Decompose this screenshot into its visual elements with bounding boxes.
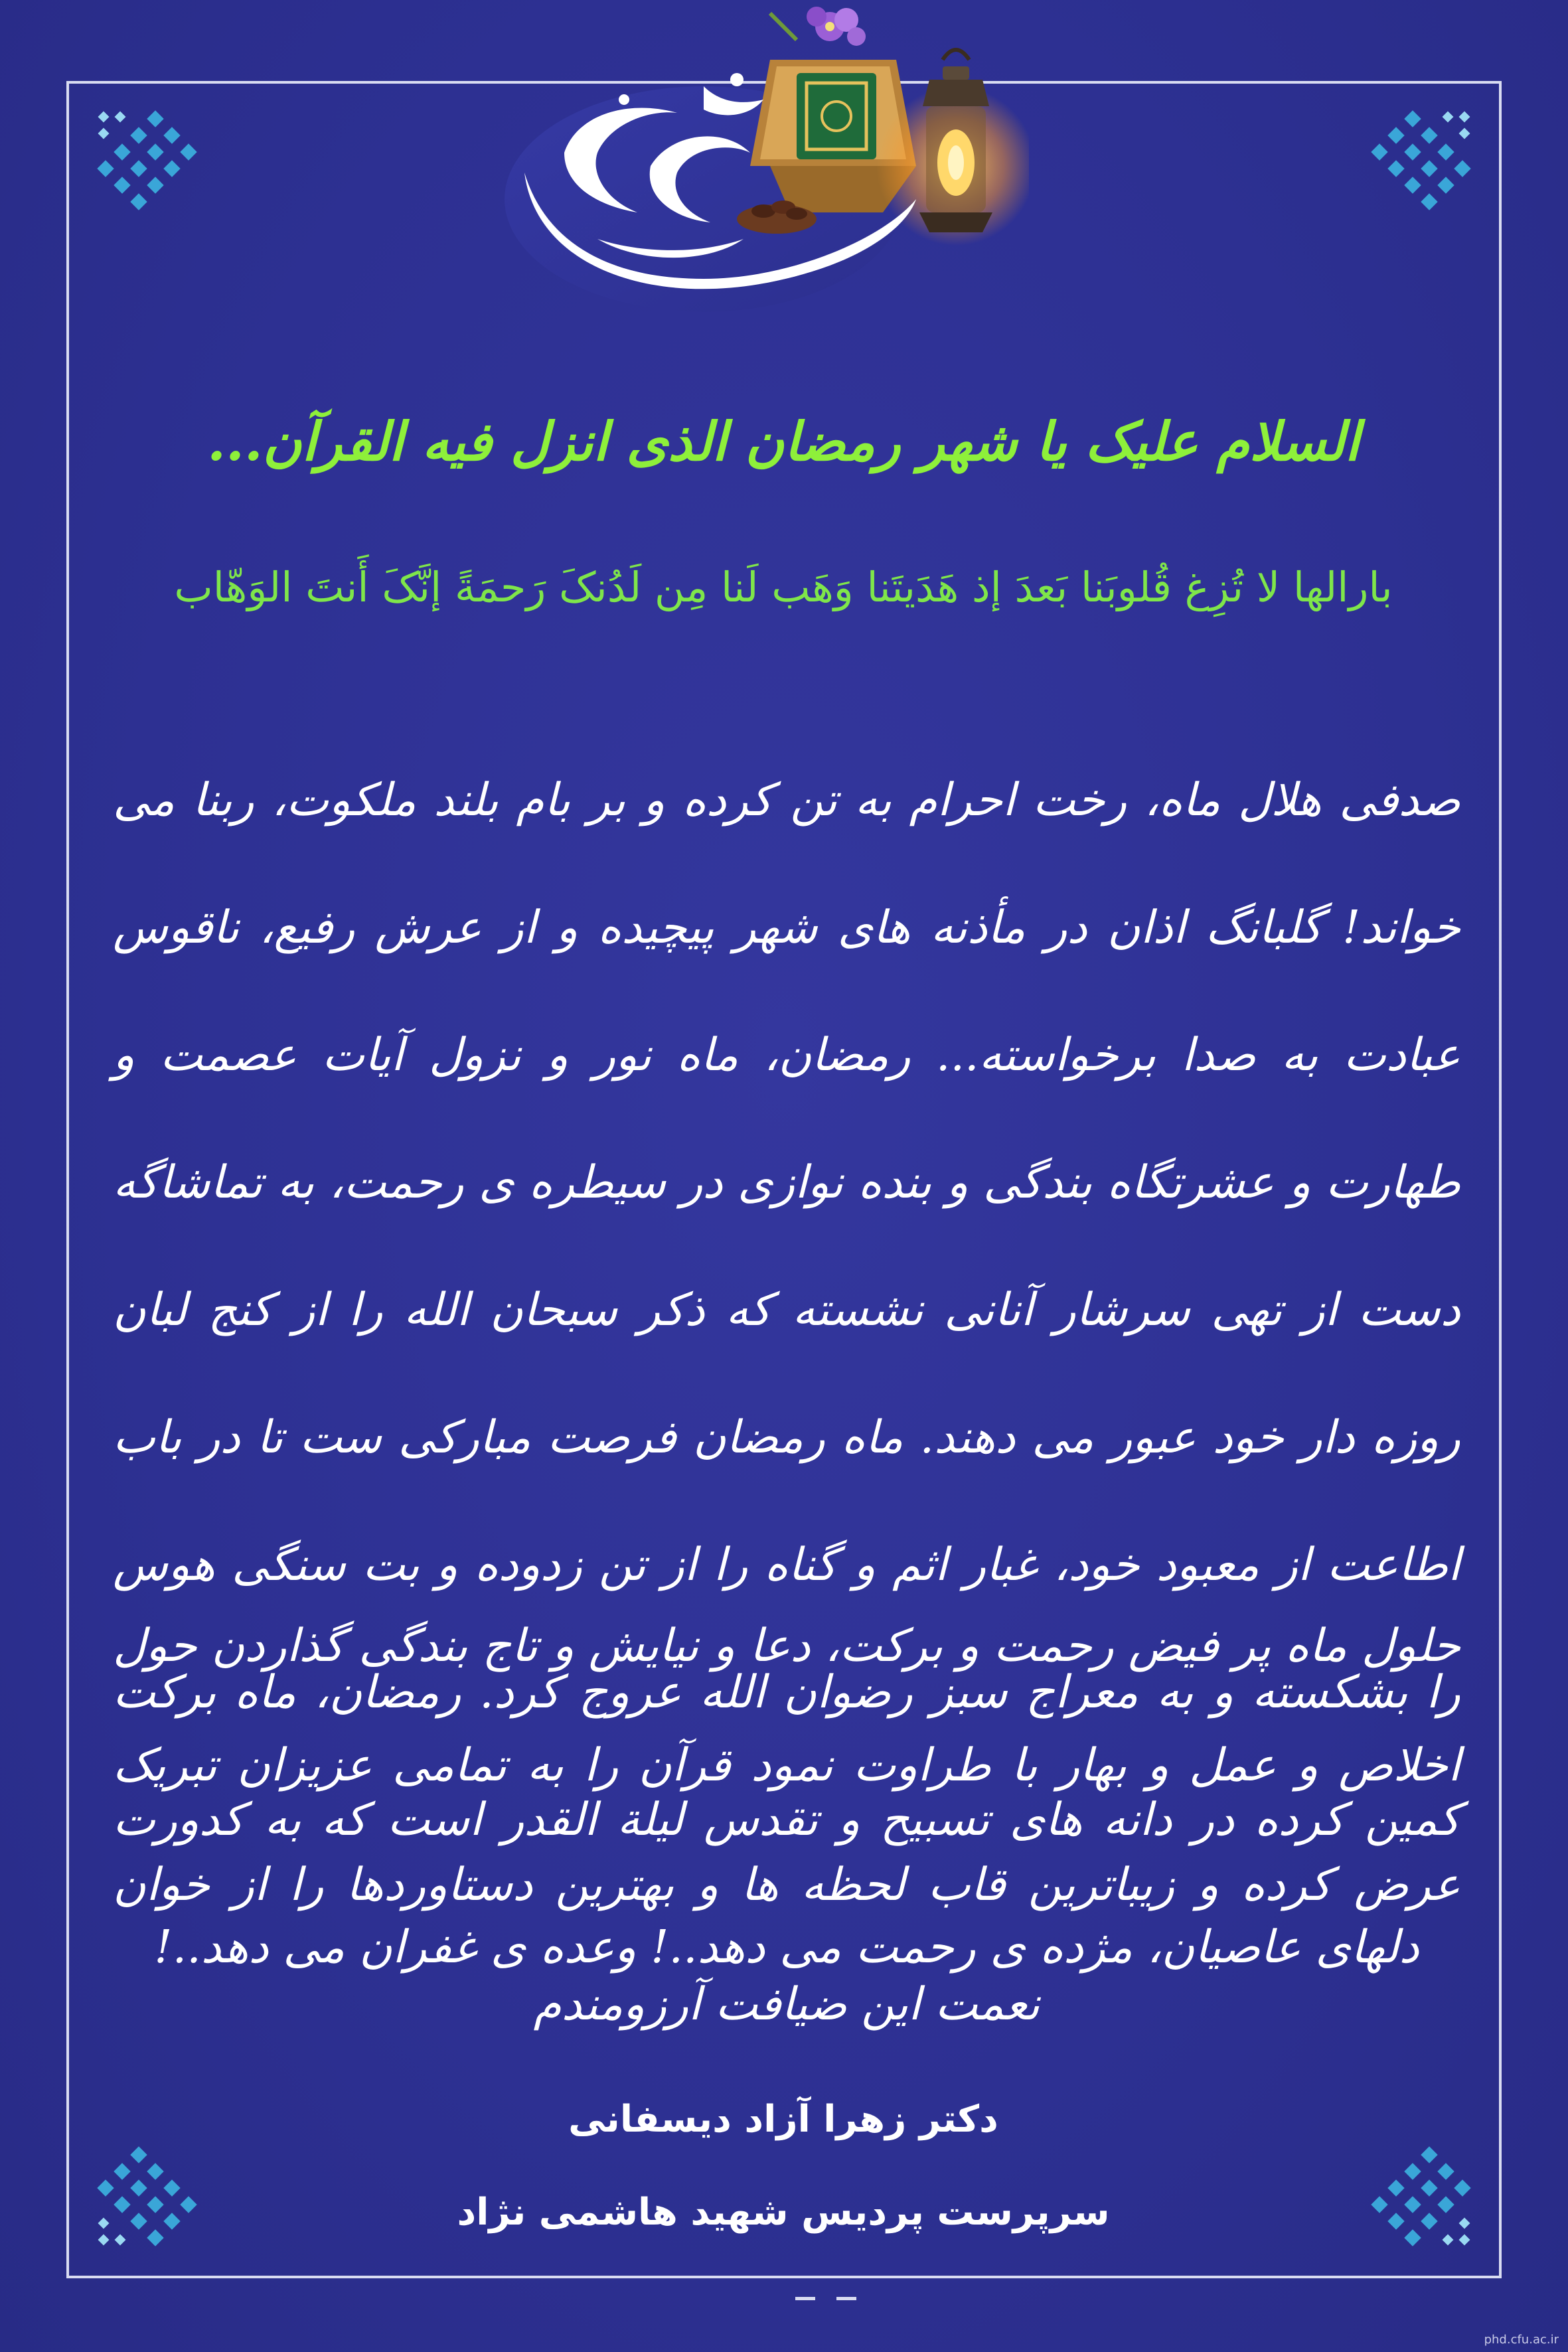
body-paragraph: صدفی هلال ماه، رخت احرام به تن کرده و بر بام بلند ملکوت، ربنا می خواند! گلبانگ اذان در مأذنه های شهر پیچیده و از عرش رفیع، ناقوس عبادت به صدا برخواسته... رمضان، ماه نور و نزول آیات عصمت و طهارت و عشرتگاه بندگی و بنده نوازی در سیطره ی رحمت، به تماشاگه دست از تهی سرشار آنانی نشسته که ذکر سبحان الله را از کنج لبان روزه دار خود عبور می دهند. ماه رمضان فرصت مبارکی ست تا در باب اطاعت از معبود خود، غبار اثم و گناه را از تن زدوده و بت سنگی هوس را بشکسته و به معراج سبز رضوان الله عروج کرد. رمضان، ماه برکت کمین کرده در دانه های تسبیح و تقدس لیلة القدر است که به کدورت دلهای عاصیان، مژده ی رحمت می دهد..! وعده ی غفران می دهد..! [113, 774, 1461, 1974]
corner-ornament-top-left [86, 100, 232, 246]
frame-dash [836, 2297, 856, 2300]
ramadan-greeting: السلام علیک یا شهر رمضان الذی انزل فیه القرآن... [207, 410, 1360, 473]
watermark: phd.cfu.ac.ir [1484, 2333, 1559, 2347]
corner-ornament-top-right [1336, 100, 1482, 246]
signature-title: سرپرست پردیس شهید هاشمی نژاد [457, 2191, 1110, 2234]
congrats-paragraph: حلول ماه پر فیض رحمت و برکت، دعا و نیایش و تاج بندگی گذاردن حول اخلاص و عمل و بهار با طراوت نمود قرآن را به تمامی عزیزان تبریک عرض کرده و زیباترین قاب لحظه ها و بهترین دستاوردها را از خوان نعمت این ضیافت آرزومندم [113, 1620, 1460, 2031]
flower-icon [770, 7, 866, 46]
header-artwork [485, 0, 1029, 345]
frame-dash [795, 2297, 815, 2300]
signature-name: دکتر زهرا آزاد دیسفانی [568, 2098, 998, 2141]
quran-verse: بارالها لا تُزِغ قُلوبَنا بَعدَ إذ هَدَیتَنا وَهَب لَنا مِن لَدُنکَ رَحمَةً إنَّکَ أَنتَ الوَهّاب [174, 563, 1393, 611]
